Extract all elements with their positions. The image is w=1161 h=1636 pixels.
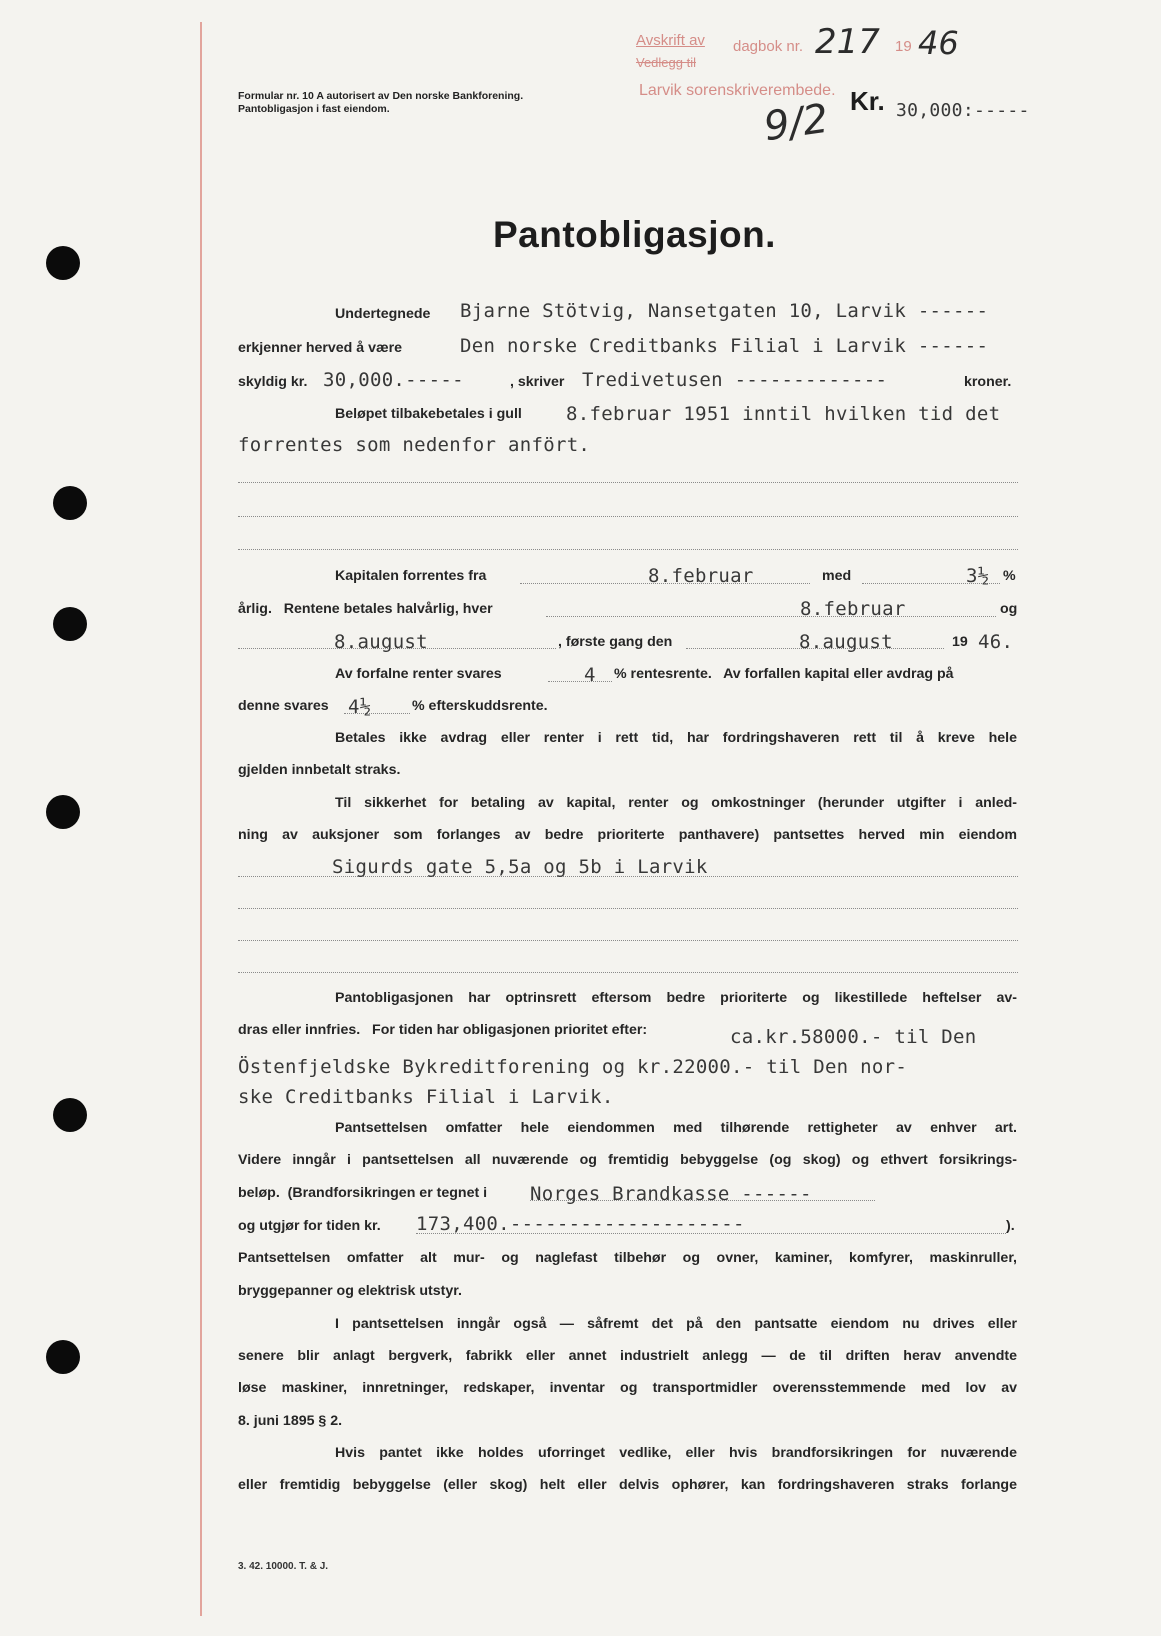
punch-hole [46,1340,80,1374]
print-code: 3. 42. 10000. T. & J. [238,1561,329,1572]
efter-rate: 4½ [348,696,372,718]
denne-label: denne svares [238,698,329,714]
para-betales-2: gjelden innbetalt straks. [238,762,401,778]
med-label: med [822,568,852,584]
stamp-vedlegg: Vedlegg til [636,55,696,70]
para-sikkerhet-1: Til sikkerhet for betaling av kapital, renter og omkostninger (herunder utgifter i anled- [335,795,1017,811]
para-industri-4: 8. juni 1895 § 2. [238,1413,343,1429]
para-optrin-2: dras eller innfries. For tiden har obligasjonen prioritet efter: [238,1022,648,1038]
para-mur-1: Pantsettelsen omfatter alt mur- og naglefast tilbehør og ovner, kaminer, komfyrer, maskinruller, [238,1250,1017,1266]
page-title: Pantobligasjon. [493,214,776,255]
arlig-label: årlig. Rentene betales halvårlig, hver [238,601,493,617]
year-hand: 46 [918,24,959,62]
kr-label: Kr. [850,86,885,116]
blank-line [238,516,1018,517]
blank-line [238,482,1018,483]
para-betales-1: Betales ikke avdrag eller renter i rett tid, har fordringshaveren rett til å kreve hele [335,730,1017,746]
debtor-name: Bjarne Stötvig, Nansetgaten 10, Larvik ------ [460,300,989,322]
punch-hole [46,246,80,280]
undertegnede-label: Undertegnede [335,306,431,322]
form-note-line-2: Pantobligasjon i fast eiendom. [238,103,390,115]
para-industri-3: løse maskiner, innretninger, redskaper, inventar og transportmidler overensstemmende med lov av [238,1380,1017,1396]
para-sikkerhet-2: ning av auksjoner som forlanges av bedre prioriterte panthavere) pantsettes herved min eiendom [238,827,1017,843]
stamp-avskrift: Avskrift av [636,32,705,49]
para-optrin-1: Pantobligasjonen har optrinsrett eftersom bedre prioriterte og likestillede heftelser av- [335,990,1017,1006]
priority-2: Östenfjeldske Bykreditforening og kr.22000.- til Den nor- [238,1056,908,1078]
punch-hole [53,607,87,641]
fra-value: 8.februar [648,565,754,587]
stamp-office: Larvik sorenskriverembede. [639,82,836,99]
og-label: og [1000,601,1018,617]
insurer: Norges Brandkasse ------ [530,1183,812,1205]
punch-hole [53,1098,87,1132]
av-label: Av forfalne renter svares [335,666,502,682]
form-note [238,90,523,116]
para-omfatter-2: Videre inngår i pantsettelsen all nuværende og fremtidig bebyggelse (og skog) og ethvert forsikrings- [238,1152,1017,1168]
rente-rate: 4 [584,664,596,686]
insured-amount: 173,400.-------------------- [416,1213,745,1235]
skyldig-amount: 30,000.----- [323,369,464,391]
blank-line [238,940,1018,941]
margin-line [200,22,202,1616]
belop-label: Beløpet tilbakebetales i gull [335,406,522,422]
year-prefix: 19 [952,634,968,650]
blank-line [238,972,1018,973]
erkjenner-label: erkjenner herved å være [238,340,403,356]
priority-1: ca.kr.58000.- til Den [730,1026,977,1048]
skyldig-label: skyldig kr. [238,374,308,390]
punch-hole [53,486,87,520]
second-date: 8.august [334,631,428,653]
belop-text-2: forrentes som nedenfor anfört. [238,434,591,456]
stamp-dagbok: dagbok nr. [733,38,804,55]
fill-line [546,616,996,617]
close-paren: ). [1006,1218,1015,1234]
fill-line [548,681,612,682]
utgjor-label: og utgjør for tiden kr. [238,1218,381,1234]
para-omfatter-1: Pantsettelsen omfatter hele eiendommen med tilhørende rettigheter av enhver art. [335,1120,1017,1136]
forste-label: , første gang den [558,634,673,650]
interest-pct: % [1003,568,1016,584]
dagbok-number: 217 [815,22,880,62]
skriver-words: Tredivetusen ------------- [582,369,888,391]
rentesrente-label: % rentesrente. Av forfallen kapital eller avdrag på [614,666,954,682]
efter-label: % efterskuddsrente. [412,698,548,714]
blank-line [238,908,1018,909]
creditor-name: Den norske Creditbanks Filial i Larvik ------ [460,335,989,357]
para-vedlike-2: eller fremtidig bebyggelse (eller skog) helt eller delvis ophører, kan fordringshaveren straks forlange [238,1477,1017,1493]
blank-line [238,549,1018,550]
interest-rate: 3½ [966,565,990,587]
form-note-line-1: Formular nr. 10 A autorisert av Den norske Bankforening. [238,90,524,102]
skriver-label: , skriver [510,374,565,390]
para-industri-2: senere blir anlagt bergverk, fabrikk eller annet industrielt anlegg — de til driften herav anvendte [238,1348,1017,1364]
stamp-19: 19 [895,38,912,55]
para-industri-1: I pantsettelsen inngår også — såfremt det på den pantsatte eiendom nu drives eller [335,1316,1017,1332]
kroner-label: kroner. [964,374,1012,390]
para-mur-2: bryggepanner og elektrisk utstyr. [238,1283,462,1299]
header-amount: 30,000:----- [896,100,1030,121]
para-vedlike-1: Hvis pantet ikke holdes uforringet vedlike, eller hvis brandforsikringen for nuværende [335,1445,1017,1461]
priority-3: ske Creditbanks Filial i Larvik. [238,1086,614,1108]
punch-hole [46,795,80,829]
property: Sigurds gate 5,5a og 5b i Larvik [332,856,708,878]
fra-label: Kapitalen forrentes fra [335,568,487,584]
year-value: 46. [978,631,1014,653]
forste-value: 8.august [799,631,893,653]
para-omfatter-3: beløp. (Brandforsikringen er tegnet i [238,1185,488,1201]
hver-value: 8.februar [800,598,906,620]
date-hand: 9/2 [761,95,832,151]
belop-text-1: 8.februar 1951 inntil hvilken tid det [566,403,1001,425]
